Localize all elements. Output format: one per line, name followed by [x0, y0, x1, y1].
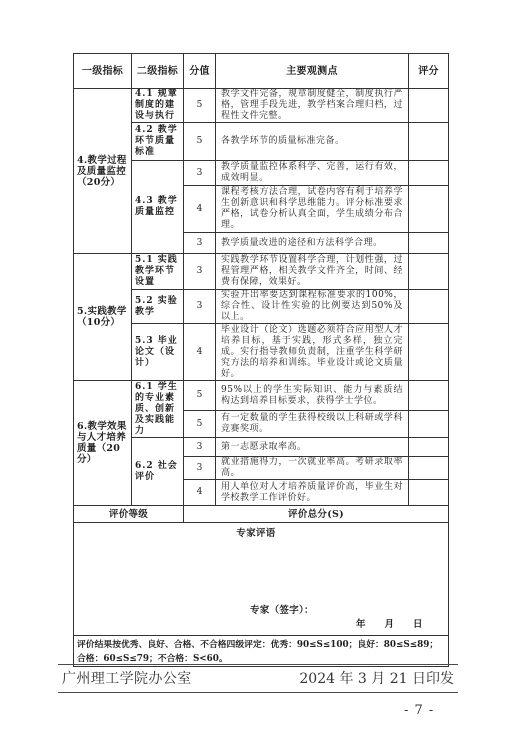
rating-cell: [409, 480, 449, 506]
score-value: 3: [184, 438, 216, 457]
observation-point: 教学质量监控体系科学、完善，运行有效，成效明显。: [216, 161, 409, 186]
score-value: 5: [184, 123, 216, 161]
rating-cell: [409, 254, 449, 290]
rating-cell: [409, 438, 449, 457]
level2-indicator: 4.1 规章制度的建设与执行: [132, 89, 184, 123]
issuing-office: 广州理工学院办公室: [62, 671, 192, 687]
grading-rule-row: [74, 636, 449, 667]
expert-signature-label: 专家（签字）：: [250, 605, 314, 616]
score-value: 5: [184, 381, 216, 411]
header-observation-points: 主要观测点: [216, 54, 409, 89]
header-rating: 评分: [409, 54, 449, 89]
total-score-label: 评价总分(S): [184, 506, 449, 523]
rating-cell: [409, 324, 449, 381]
expert-comment-row: [74, 523, 449, 636]
score-value: 5: [184, 411, 216, 438]
level2-indicator: 5.2 实验教学: [132, 290, 184, 324]
page-number: - 7 -: [404, 703, 435, 718]
rating-cell: [409, 161, 449, 186]
rating-cell: [409, 186, 449, 233]
level1-indicator: 5.实践教学（10分）: [74, 254, 132, 381]
table-row: [74, 381, 449, 411]
header-level1: 一级指标: [74, 54, 132, 89]
grade-label: 评价等级: [74, 506, 184, 523]
table-header-row: [74, 54, 449, 89]
observation-point: 就业措施得力，一次就业率高。考研录取率高。: [216, 457, 409, 480]
observation-point: 用人单位对人才培养质量评价高，毕业生对学校教学工作评价好。: [216, 480, 409, 506]
observation-point: 有一定数量的学生获得校级以上科研或学科竞赛奖项。: [216, 411, 409, 438]
expert-comment-cell: [74, 523, 449, 636]
rating-cell: [409, 290, 449, 324]
observation-point: 毕业设计（论文）选题必须符合应用型人才培养目标，基于实践，形式多样，独立完成。实行指导教师负责制，注重学生科学研究方法的培养和训练。毕业设计或论文质量好。: [216, 324, 409, 381]
header-level2: 二级指标: [132, 54, 184, 89]
rating-cell: [409, 411, 449, 438]
rating-cell: [409, 123, 449, 161]
table-row: [74, 89, 449, 123]
rating-cell: [409, 233, 449, 254]
level2-indicator: 6.1 学生的专业素质、创新及实践能力: [132, 381, 184, 438]
evaluation-table: [73, 53, 449, 667]
footer-rule-bottom: [58, 692, 458, 693]
score-value: 3: [184, 233, 216, 254]
score-value: 3: [184, 290, 216, 324]
level2-indicator: 5.3 毕业论文（设计）: [132, 324, 184, 381]
expert-comment-title: 专家评语: [236, 528, 276, 539]
rating-cell: [409, 89, 449, 123]
footer-rule-top: [58, 664, 458, 665]
signature-date: 年 月 日: [356, 619, 423, 630]
issue-date: 2024 年 3 月 21 日印发: [299, 671, 454, 687]
observation-point: 第一志愿录取率高。: [216, 438, 409, 457]
observation-point: 课程考核方法合理，试卷内容有利于培养学生创新意识和科学思维能力。评分标准要求严格，试卷分析认真全面，学生成绩分布合理。: [216, 186, 409, 233]
level2-indicator: 4.2 教学环节质量标准: [132, 123, 184, 161]
level2-indicator: 5.1 实践教学环节设置: [132, 254, 184, 290]
rating-cell: [409, 457, 449, 480]
score-value: 4: [184, 324, 216, 381]
score-value: 3: [184, 457, 216, 480]
summary-row: [74, 506, 449, 523]
score-value: 4: [184, 186, 216, 233]
table-row: [74, 254, 449, 290]
level1-indicator: 4.教学过程及质量监控（20分）: [74, 89, 132, 254]
observation-point: 实践教学环节设置科学合理，计划性强，过程管理严格，相关教学文件齐全，时间、经费有保障，效果好。: [216, 254, 409, 290]
observation-point: 95%以上的学生实际知识、能力与素质结构达到培养目标要求，获得学士学位。: [216, 381, 409, 411]
header-score: 分值: [184, 54, 216, 89]
score-value: 4: [184, 480, 216, 506]
observation-point: 教学质量改进的途径和方法科学合理。: [216, 233, 409, 254]
observation-point: 实验开出率要达到课程标准要求的100%，综合性、设计性实验的比例要达到50%及以上。: [216, 290, 409, 324]
level1-indicator: 6.教学效果与人才培养质量（20分）: [74, 381, 132, 506]
observation-point: 各教学环节的质量标准完备。: [216, 123, 409, 161]
observation-point: 教学文件完备，规章制度健全，制度执行严格，管理手段先进，教学档案合理归档，过程性文件完整。: [216, 89, 409, 123]
score-value: 5: [184, 89, 216, 123]
score-value: 3: [184, 161, 216, 186]
grading-rule-note: 评价结果按优秀、良好、合格、不合格四级评定：优秀：90≤S≤100；良好：80≤S≤89；合格：60≤S≤79；不合格：S<60。: [74, 636, 449, 667]
score-value: 3: [184, 254, 216, 290]
level2-indicator: 4.3 教学质量监控: [132, 161, 184, 254]
rating-cell: [409, 381, 449, 411]
level2-indicator: 6.2 社会评价: [132, 438, 184, 506]
expert-comment-box: [74, 523, 448, 635]
